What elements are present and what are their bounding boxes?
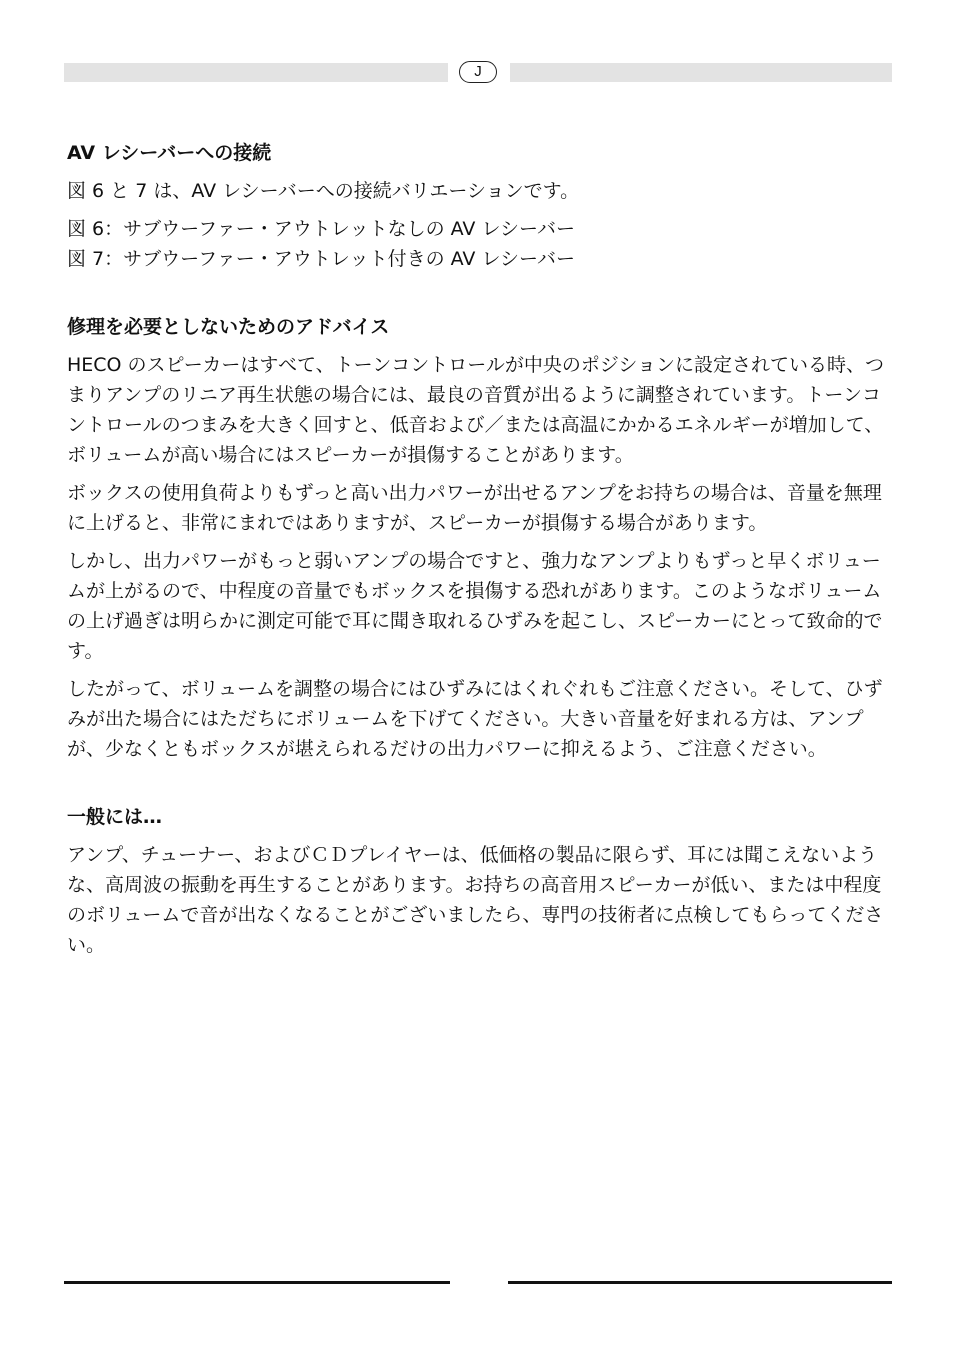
section-av-receiver (67, 140, 897, 274)
section-general (67, 804, 897, 960)
section-maintenance-advice (67, 314, 897, 764)
header-bar-right (510, 63, 892, 82)
paragraph: したがって、ボリュームを調整の場合にはひずみにはくれぐれもご注意ください。そして、ひずみが出た場合にはただちにボリュームを下げてください。大きい音量を好まれる方は、アンプが、少なくともボックスが堪えられるだけの出力パワーに抑えるよう、ご注意ください。 (67, 678, 883, 760)
header-bar-left (64, 63, 448, 82)
footer-rule-left (64, 1281, 450, 1284)
document-body (67, 140, 897, 960)
section-heading: 一般には… (67, 806, 163, 828)
paragraph: しかし、出力パワーがもっと弱いアンプの場合ですと、強力なアンプよりもずっと早くボリュームが上がるので、中程度の音量でもボックスを損傷する恐れがあります。このようなボリュームの上げ過ぎは明らかに測定可能で耳に聞き取れるひずみを起こし、スピーカーにとって致命的です。 (67, 550, 883, 662)
section-heading: AV レシーバーへの接続 (67, 142, 272, 164)
section-heading: 修理を必要としないためのアドバイス (67, 316, 390, 338)
figure-list: 図 6：サブウーファー・アウトレットなしの AV レシーバー 図 7：サブウーファー・アウトレット付きの AV レシーバー (67, 218, 576, 270)
paragraph: ボックスの使用負荷よりもずっと高い出力パワーが出せるアンプをお持ちの場合は、音量を無理に上げると、非常にまれではありますが、スピーカーが損傷する場合があります。 (67, 482, 882, 534)
paragraph: HECO のスピーカーはすべて、トーンコントロールが中央のポジションに設定されている時、つまりアンプのリニア再生状態の場合には、最良の音質が出るように調整されています。トーンコントロールのつまみを大きく回すと、低音および／または高温にかかるエネルギーが増加して、ボリュームが高い場合にはスピーカーが損傷することがあります。 (67, 354, 885, 466)
language-badge: J (459, 61, 497, 83)
paragraph: アンプ、チューナー、およびＣＤプレイヤーは、低価格の製品に限らず、耳には聞こえないような、高周波の振動を再生することがあります。お持ちの高音用スピーカーが低い、または中程度のボリュームで音が出なくなることがございましたら、専門の技術者に点検してもらってください。 (67, 844, 884, 956)
footer-rule-right (508, 1281, 892, 1284)
paragraph: 図 6 と 7 は、AV レシーバーへの接続バリエーションです。 (67, 180, 580, 202)
